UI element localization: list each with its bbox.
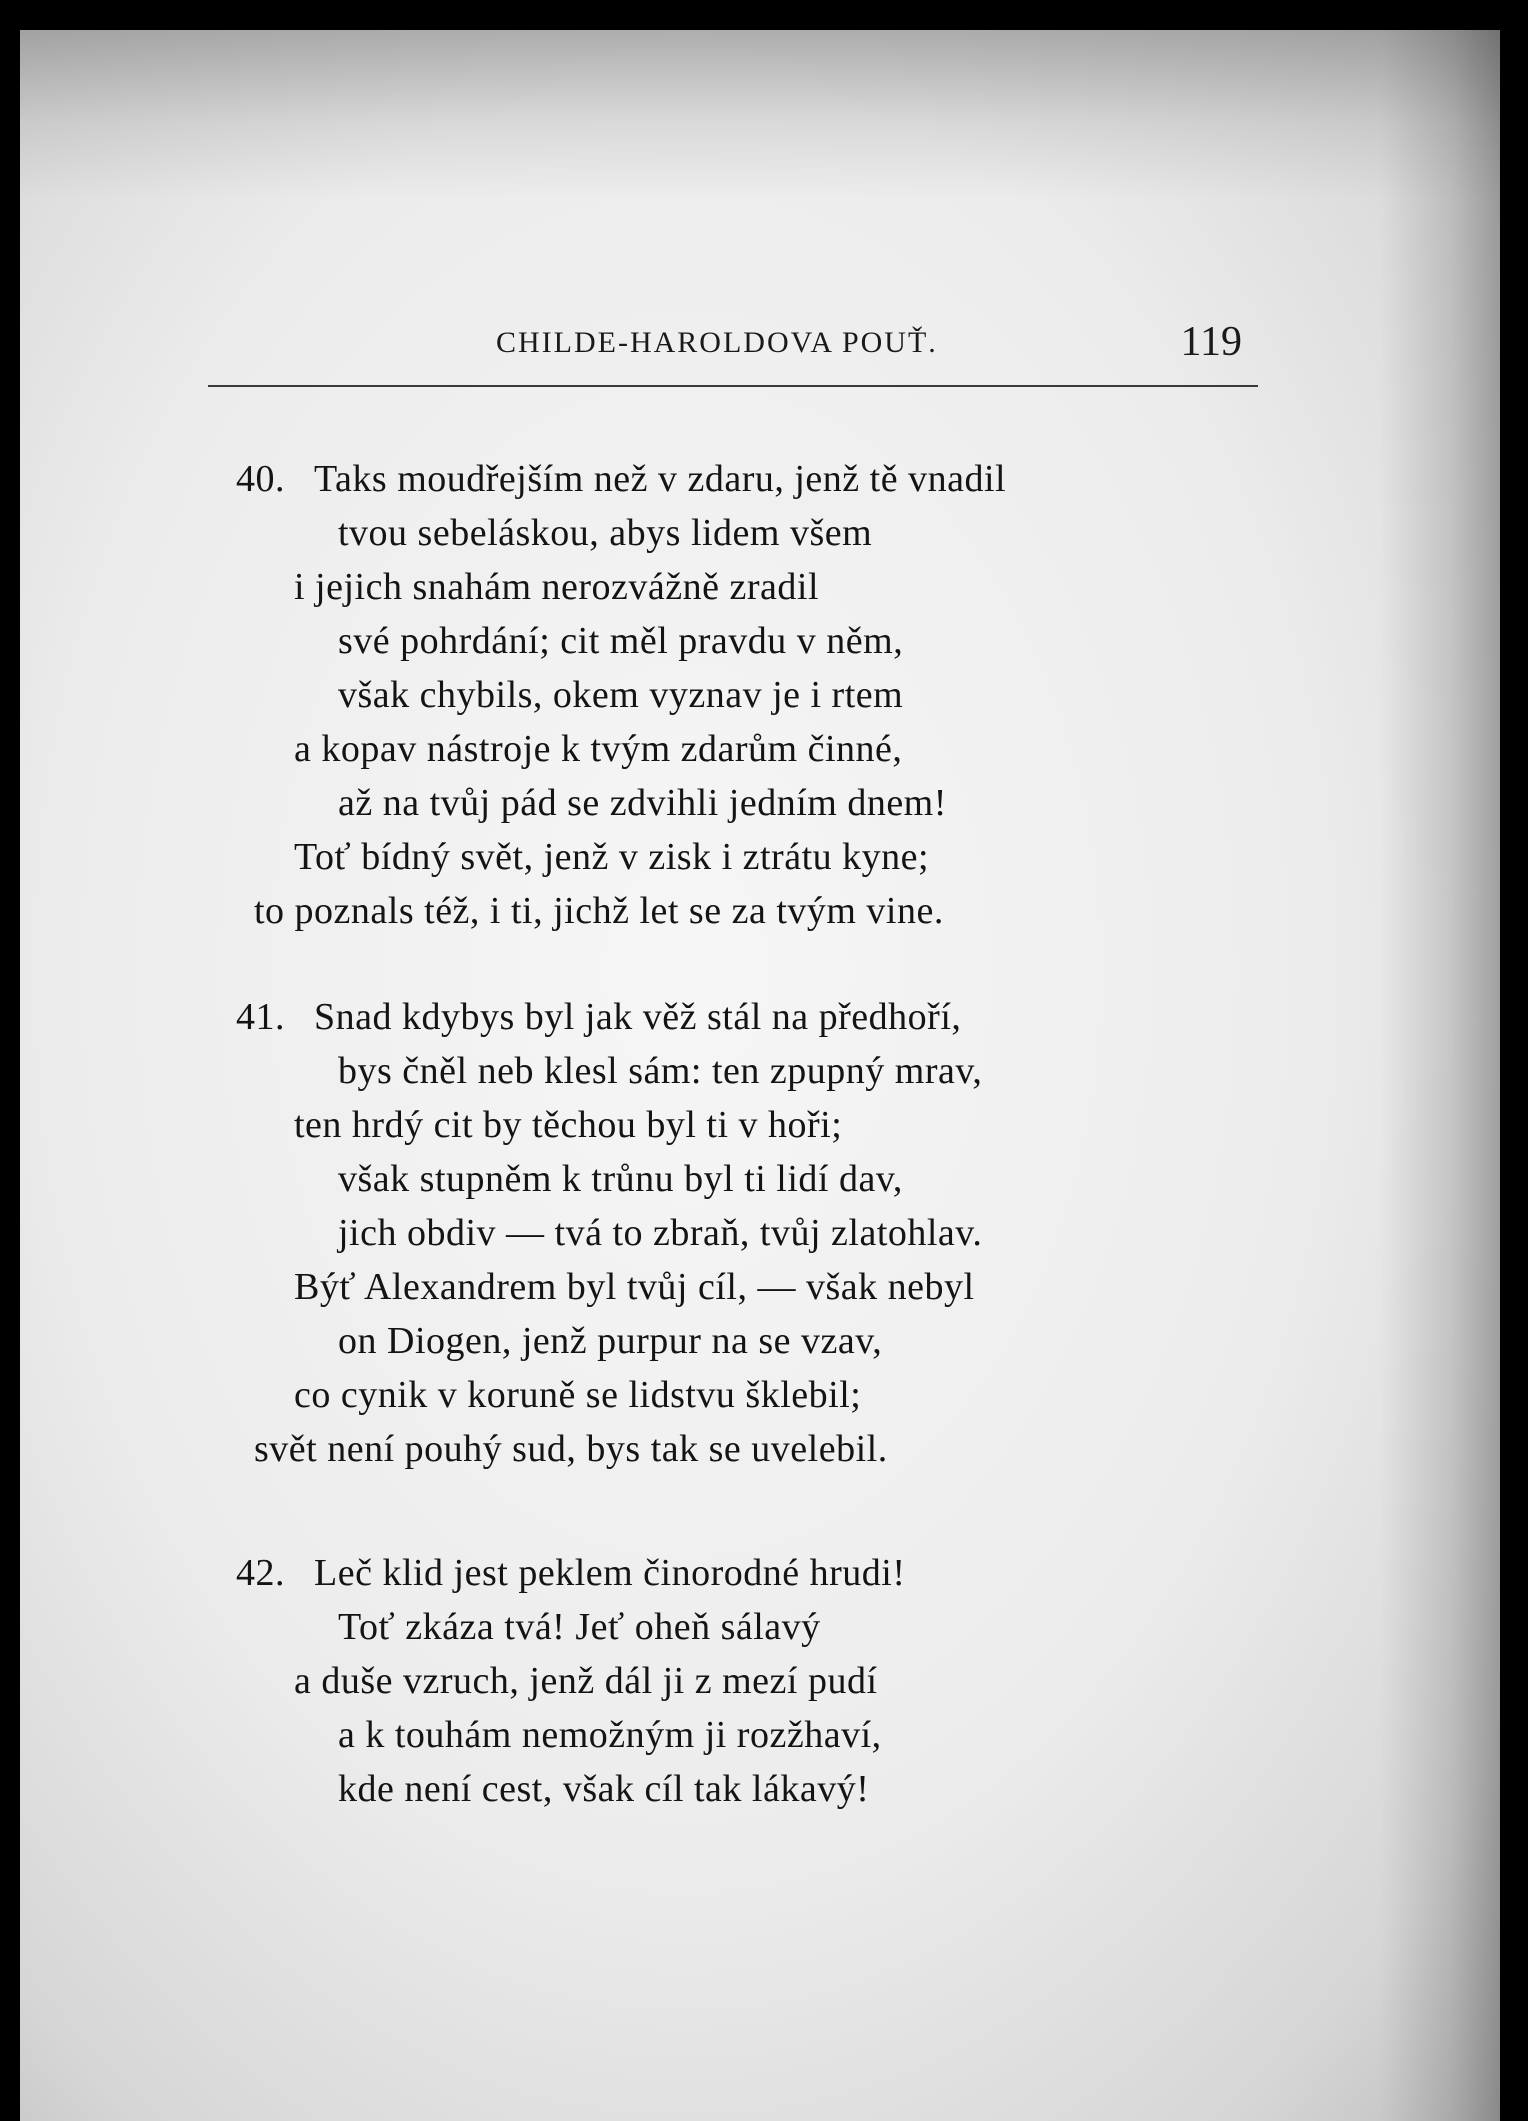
stanza-number: 41. xyxy=(236,996,285,1038)
verse-line: 42. Leč klid jest peklem činorodné hrudi! xyxy=(236,1546,1236,1600)
verse-line: ten hrdý cit by těchou byl ti v hoři; xyxy=(294,1104,843,1146)
verse-line: Toť bídný svět, jenž v zisk i ztrátu kyne; xyxy=(294,836,930,878)
verse-line: však chybils, okem vyznav je i rtem xyxy=(338,674,904,716)
verse-line: a duše vzruch, jenž dál ji z mezí pudí xyxy=(294,1660,878,1702)
page-number: 119 xyxy=(1180,319,1242,365)
verse-line: bys čněl neb klesl sám: ten zpupný mrav, xyxy=(338,1050,983,1092)
stanza-number: 40. xyxy=(236,458,285,500)
stanza-number: 42. xyxy=(236,1552,285,1594)
verse-line: i jejich snahám nerozvážně zradil xyxy=(294,566,820,608)
verse-line: on Diogen, jenž purpur na se vzav, xyxy=(338,1320,883,1362)
stanza-42 xyxy=(236,1546,1236,1816)
verse-line: Toť zkáza tvá! Jeť oheň sálavý xyxy=(338,1606,821,1648)
verse-line: co cynik v koruně se lidstvu šklebil; xyxy=(294,1374,862,1416)
verse-line: a k touhám nemožným ji rozžhaví, xyxy=(338,1714,882,1756)
verse-line: tvou sebeláskou, abys lidem všem xyxy=(338,512,873,554)
verse-line: však stupněm k trůnu byl ti lidí dav, xyxy=(338,1158,903,1200)
stanza-41 xyxy=(236,990,1236,1476)
verse-line: kde není cest, však cíl tak lákavý! xyxy=(338,1768,870,1810)
stanza-40 xyxy=(236,452,1236,938)
verse-line: 40. Taks moudřejším než v zdaru, jenž tě vnadil xyxy=(236,452,1236,506)
verse-line: svět není pouhý sud, bys tak se uvelebil. xyxy=(254,1428,888,1470)
running-title: CHILDE-HAROLDOVA POUŤ. xyxy=(496,326,938,359)
verse-line: jich obdiv — tvá to zbraň, tvůj zlatohlav. xyxy=(338,1212,983,1254)
page-shadow-right xyxy=(1380,30,1500,2121)
page-header xyxy=(188,318,1268,378)
verse-line: 41. Snad kdybys byl jak věž stál na předhoří, xyxy=(236,990,1236,1044)
verse-line: až na tvůj pád se zdvihli jedním dnem! xyxy=(338,782,947,824)
verse-line: své pohrdání; cit měl pravdu v něm, xyxy=(338,620,904,662)
header-rule xyxy=(208,385,1258,387)
verse-line: to poznals též, i ti, jichž let se za tvým vine. xyxy=(254,890,944,932)
verse-line: Býť Alexandrem byl tvůj cíl, — však nebyl xyxy=(294,1266,975,1308)
verse-line: a kopav nástroje k tvým zdarům činné, xyxy=(294,728,903,770)
page-shadow-top xyxy=(20,30,1500,200)
